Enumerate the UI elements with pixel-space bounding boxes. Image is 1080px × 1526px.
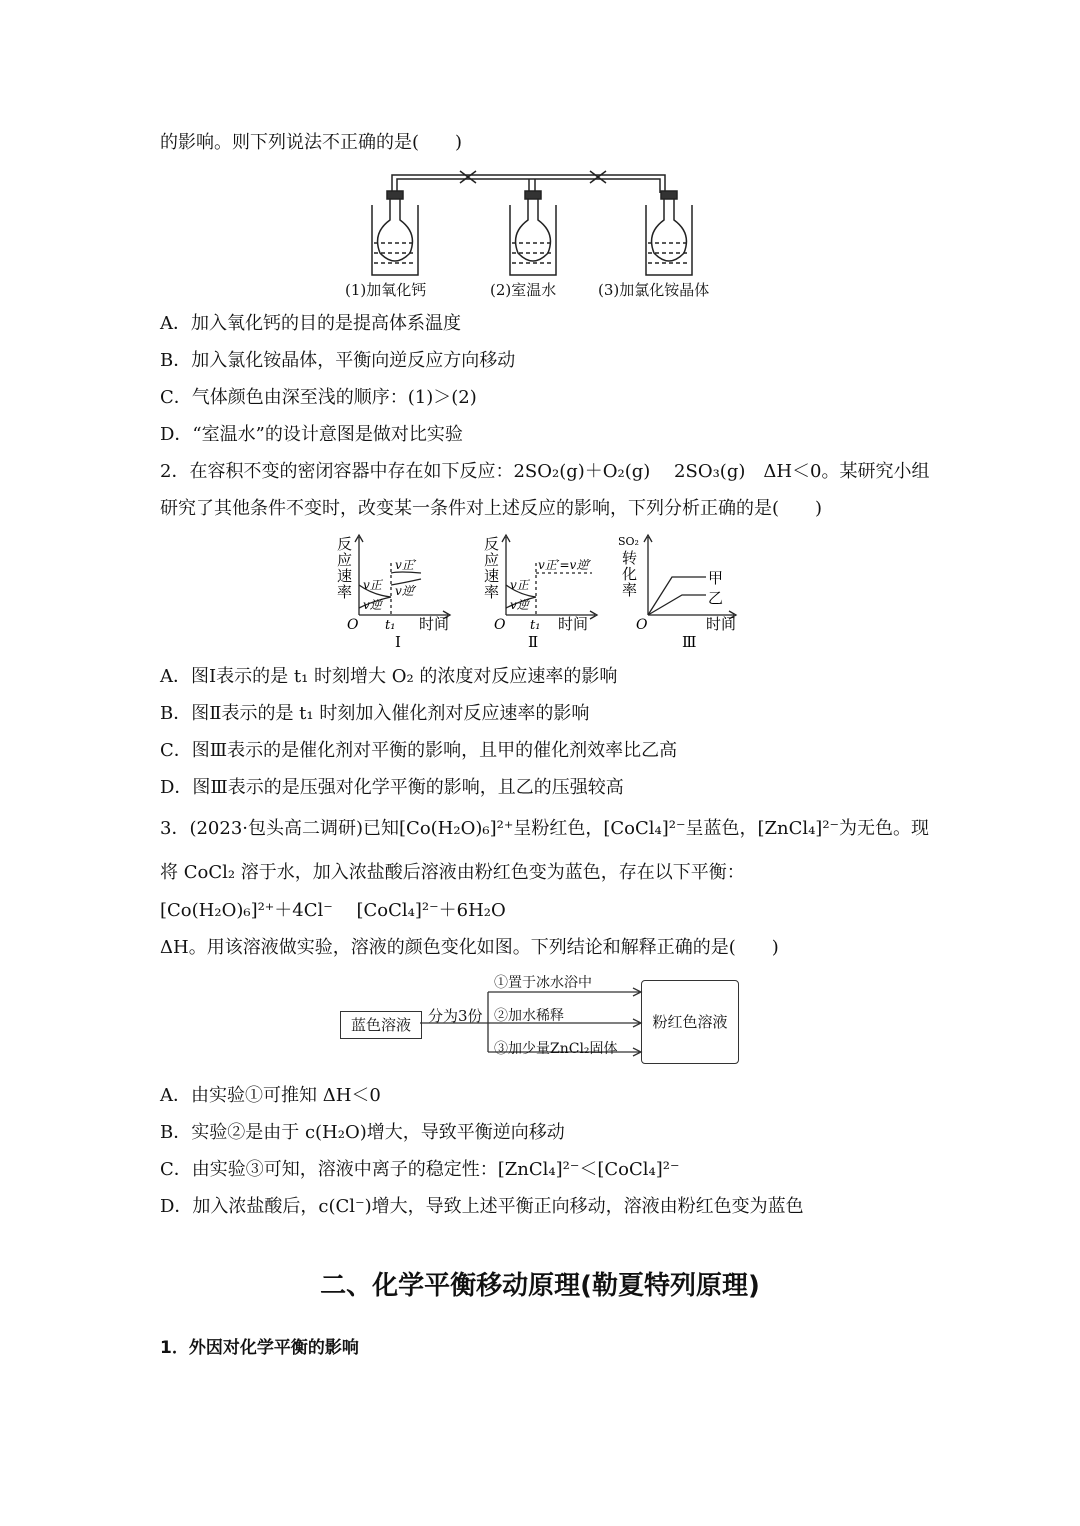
graph-1	[333, 533, 463, 651]
g1-title: Ⅰ	[395, 633, 401, 651]
g1-xlabel: 时间	[419, 615, 450, 633]
g3-ylabel-3: 率	[622, 581, 638, 599]
q3-option-c: C．由实验③可知，溶液中离子的稳定性：[ZnCl₄]²⁻＜[CoCl₄]²⁻	[160, 1159, 680, 1180]
q3-stem-line2: 将 CoCl₂ 溶于水，加入浓盐酸后溶液由粉红色变为蓝色，存在以下平衡：	[160, 862, 745, 883]
q2-option-a: A．图Ⅰ表示的是 t₁ 时刻增大 O₂ 的浓度对反应速率的影响	[160, 666, 618, 687]
subsection-title: 1．外因对化学平衡的影响	[160, 1338, 359, 1358]
caption-room-water: (2)室温水	[490, 281, 557, 299]
flow-step-3: ③加少量ZnCl₂固体	[494, 1041, 618, 1057]
q1-option-a: A．加入氧化钙的目的是提高体系温度	[160, 313, 461, 334]
g3-title: Ⅲ	[682, 633, 697, 651]
q3-option-a: A．由实验①可推知 ΔH＜0	[160, 1085, 381, 1106]
q3-stem-line4: ΔH。用该溶液做实验，溶液的颜色变化如图。下列结论和解释正确的是( )	[160, 937, 779, 958]
g2-origin: O	[494, 617, 506, 633]
q1-option-d: D．“室温水”的设计意图是做对比实验	[160, 424, 463, 445]
g1-v-forward: v正	[363, 578, 382, 592]
g3-xlabel: 时间	[706, 615, 737, 633]
q3-option-b: B．实验②是由于 c(H₂O)增大，导致平衡逆向移动	[160, 1122, 565, 1143]
g2-ylabel-4: 率	[484, 583, 500, 601]
graph-3	[614, 533, 754, 651]
g3-series-jia: 甲	[708, 569, 724, 587]
g1-ylabel-4: 率	[337, 583, 353, 601]
g1-t1: t₁	[385, 618, 396, 633]
q2-option-b: B．图Ⅱ表示的是 t₁ 时刻加入催化剂对反应速率的影响	[160, 703, 590, 724]
g2-ylabel-1: 反	[484, 535, 500, 553]
flow-end-box: 粉红色溶液	[641, 980, 739, 1064]
apparatus-figure	[360, 165, 750, 283]
q3-equilibrium: [Co(H₂O)₆]²⁺＋4Cl⁻ [CoCl₄]²⁻＋6H₂O	[160, 900, 506, 921]
g2-v-equal: v正′=v逆′	[538, 558, 592, 572]
g2-t1: t₁	[530, 618, 541, 633]
flow-start-box: 蓝色溶液	[340, 1011, 422, 1039]
section-title: 二、化学平衡移动原理(勒夏特列原理)	[320, 1271, 760, 1301]
g3-series-yi: 乙	[708, 589, 724, 607]
caption-cao: (1)加氧化钙	[345, 281, 427, 299]
g1-v-forward-new: v正′	[395, 558, 417, 572]
graph-2	[480, 533, 610, 651]
g3-ylabel-2: 化	[622, 565, 638, 583]
g1-ylabel-2: 应	[337, 551, 353, 569]
flow-step-1: ①置于冰水浴中	[494, 975, 592, 991]
g1-origin: O	[347, 617, 359, 633]
g1-ylabel-1: 反	[337, 535, 353, 553]
q1-option-c: C．气体颜色由深至浅的顺序：(1)＞(2)	[160, 387, 477, 408]
g1-v-reverse-new: v逆′	[395, 584, 417, 598]
q3-stem-line1: 3．(2023·包头高二调研)已知[Co(H₂O)₆]²⁺呈粉红色，[CoCl₄]²⁻呈蓝色，[ZnCl₄]²⁻为无色。现	[160, 818, 930, 839]
g2-ylabel-3: 速	[484, 567, 500, 585]
g1-v-reverse: v逆	[363, 598, 382, 612]
g3-ylabel-1: 转	[622, 549, 638, 567]
flow-step-2: ②加水稀释	[494, 1008, 564, 1024]
caption-nh4cl: (3)加氯化铵晶体	[598, 281, 710, 299]
intro-line: 的影响。则下列说法不正确的是( )	[160, 132, 463, 153]
g2-v-forward: v正	[510, 578, 529, 592]
g1-ylabel-3: 速	[337, 567, 353, 585]
g2-v-reverse: v逆	[510, 598, 529, 612]
q2-stem-line2: 研究了其他条件不变时，改变某一条件对上述反应的影响，下列分析正确的是( )	[160, 498, 823, 519]
g3-origin: O	[636, 617, 648, 633]
q2-option-c: C．图Ⅲ表示的是催化剂对平衡的影响，且甲的催化剂效率比乙高	[160, 740, 678, 761]
q2-stem-line1: 2．在容积不变的密闭容器中存在如下反应：2SO₂(g)＋O₂(g) 2SO₃(g) ΔH＜0。某研究小组	[160, 461, 930, 482]
q3-option-d: D．加入浓盐酸后，c(Cl⁻)增大，导致上述平衡正向移动，溶液由粉红色变为蓝色	[160, 1196, 804, 1217]
q1-option-b: B．加入氯化铵晶体，平衡向逆反应方向移动	[160, 350, 516, 371]
g3-ylabel-so2: SO₂	[618, 535, 639, 548]
g2-title: Ⅱ	[528, 633, 539, 651]
flow-split-label: 分为3份	[428, 1007, 483, 1025]
q2-option-d: D．图Ⅲ表示的是压强对化学平衡的影响，且乙的压强较高	[160, 777, 624, 798]
g2-ylabel-2: 应	[484, 551, 500, 569]
g2-xlabel: 时间	[558, 615, 589, 633]
